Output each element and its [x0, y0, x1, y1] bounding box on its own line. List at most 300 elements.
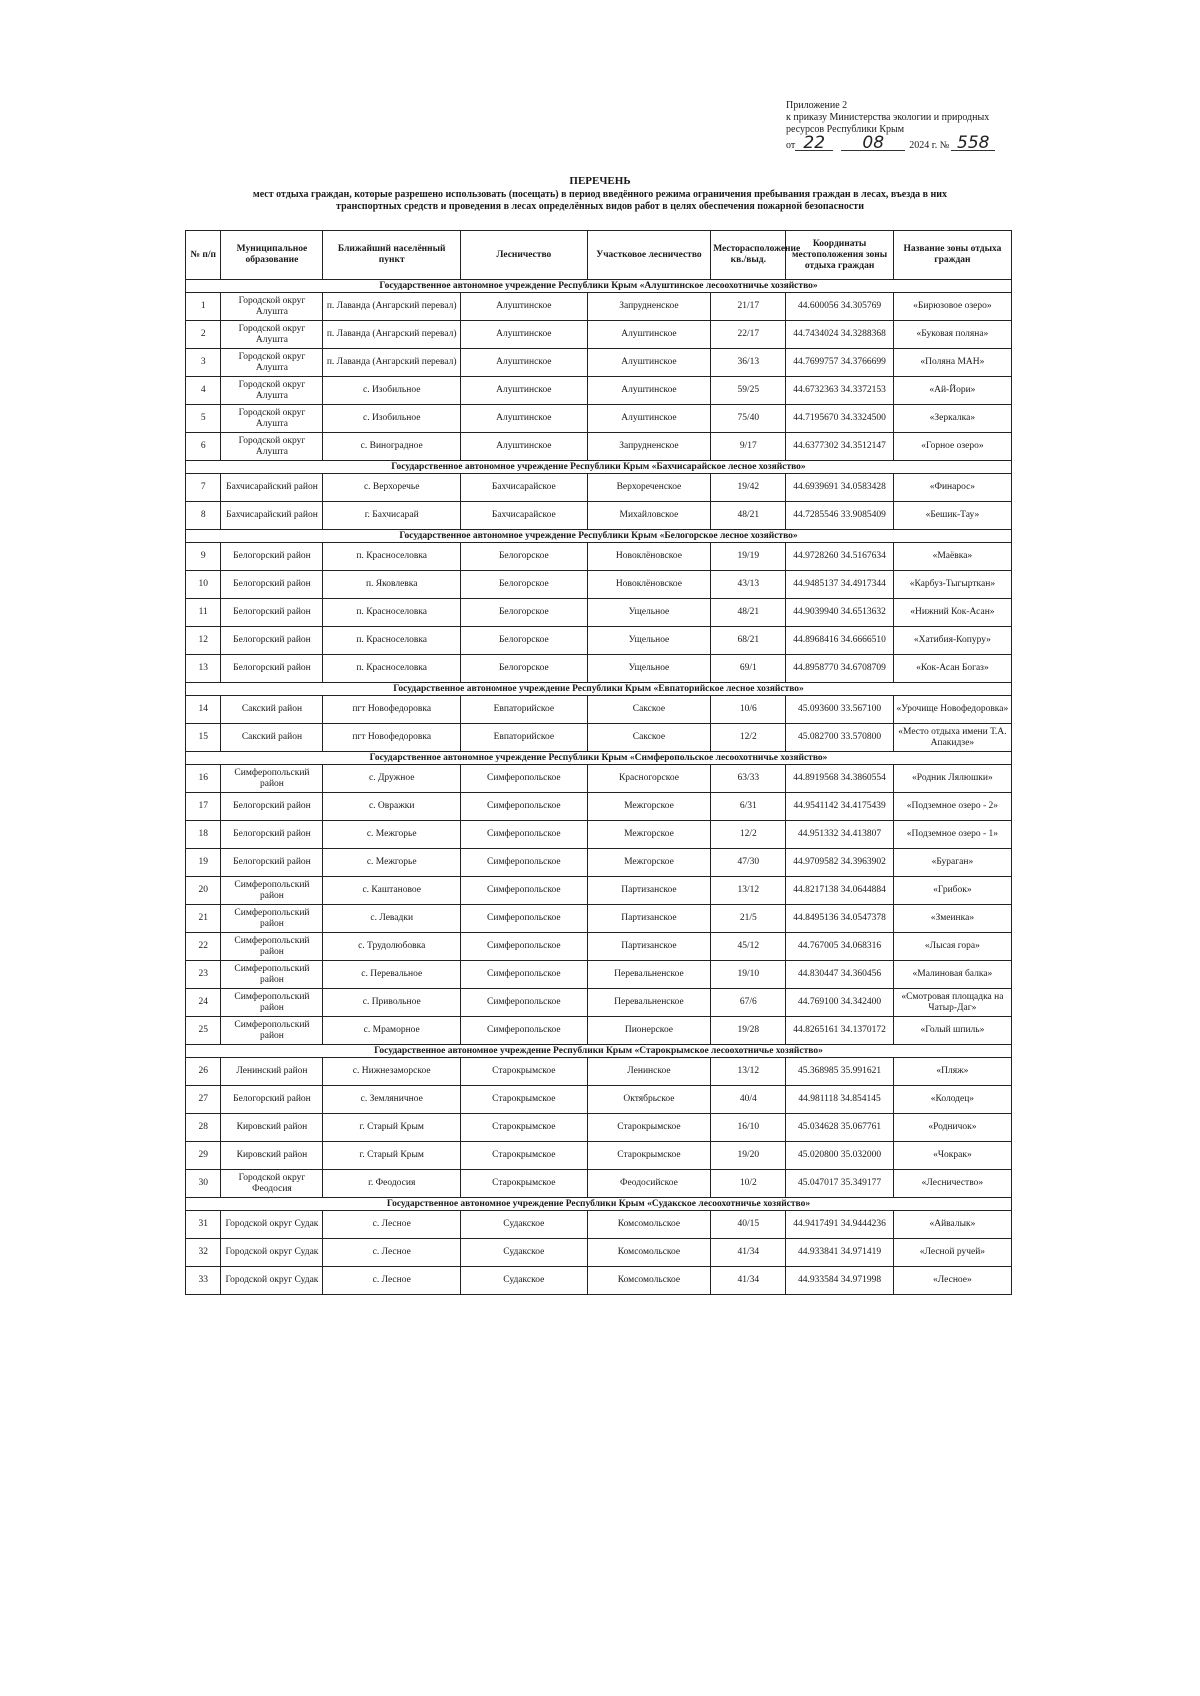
table-cell: 44.8217138 34.0644884	[786, 877, 893, 905]
year-number-label: 2024 г. №	[909, 140, 950, 151]
table-cell: 44.7699757 34.3766699	[786, 349, 893, 377]
column-header: Название зоны отдыха граждан	[893, 231, 1011, 280]
table-cell: 40/15	[711, 1211, 786, 1239]
table-cell: 44.769100 34.342400	[786, 989, 893, 1017]
table-cell: «Зеркалка»	[893, 405, 1011, 433]
table-cell: 23	[186, 961, 221, 989]
table-row	[186, 724, 1012, 752]
table-cell: Симферопольское	[460, 989, 587, 1017]
order-date-line	[786, 133, 1016, 153]
table-cell: 41/34	[711, 1267, 786, 1295]
table-row	[186, 1017, 1012, 1045]
table-cell: «Урочище Новофедоровка»	[893, 696, 1011, 724]
table-cell: 9/17	[711, 433, 786, 461]
table-cell: с. Овражки	[323, 793, 460, 821]
table-cell: 44.8265161 34.1370172	[786, 1017, 893, 1045]
table-cell: «Бирюзовое озеро»	[893, 293, 1011, 321]
table-cell: 24	[186, 989, 221, 1017]
table-cell: 19/20	[711, 1142, 786, 1170]
appendix-line-3: ресурсов Республики Крым	[786, 124, 905, 135]
table-cell: 41/34	[711, 1239, 786, 1267]
table-row	[186, 627, 1012, 655]
table-cell: Старокрымское	[460, 1170, 587, 1198]
table-cell: «Грибок»	[893, 877, 1011, 905]
column-header: Участковое лесничество	[587, 231, 711, 280]
table-cell: Белогорский район	[221, 543, 323, 571]
table-cell: Алуштинское	[587, 377, 711, 405]
column-header: № п/п	[186, 231, 221, 280]
table-cell: Новоклёновское	[587, 543, 711, 571]
table-cell: Перевальненское	[587, 989, 711, 1017]
table-cell: 6/31	[711, 793, 786, 821]
table-cell: с. Межгорье	[323, 821, 460, 849]
table-cell: Партизанское	[587, 877, 711, 905]
table-cell: с. Виноградное	[323, 433, 460, 461]
table-cell: 47/30	[711, 849, 786, 877]
table-cell: Сакское	[587, 724, 711, 752]
table-cell: Сакское	[587, 696, 711, 724]
organization-name: Государственное автономное учреждение Республики Крым «Судакское лесоохотничье хозяйство»	[186, 1198, 1012, 1211]
table-cell: Симферопольское	[460, 849, 587, 877]
table-cell: 44.8919568 34.3860554	[786, 765, 893, 793]
table-cell: 26	[186, 1058, 221, 1086]
organization-name: Государственное автономное учреждение Республики Крым «Евпаторийское лесное хозяйство»	[186, 683, 1012, 696]
table-cell: «Маёвка»	[893, 543, 1011, 571]
table-cell: Симферопольское	[460, 793, 587, 821]
table-cell: 40/4	[711, 1086, 786, 1114]
table-cell: Перевальненское	[587, 961, 711, 989]
table-row	[186, 1239, 1012, 1267]
table-row	[186, 377, 1012, 405]
column-header: Лесничество	[460, 231, 587, 280]
table-cell: 48/21	[711, 502, 786, 530]
table-cell: 10/6	[711, 696, 786, 724]
table-cell: Партизанское	[587, 933, 711, 961]
organization-name: Государственное автономное учреждение Республики Крым «Бахчисарайское лесное хозяйство»	[186, 461, 1012, 474]
table-row	[186, 793, 1012, 821]
table-cell: Симферопольское	[460, 877, 587, 905]
table-cell: Бахчисарайский район	[221, 502, 323, 530]
table-cell: Алуштинское	[460, 433, 587, 461]
table-row	[186, 696, 1012, 724]
table-cell: «Смотровая площадка на Чатыр-Даг»	[893, 989, 1011, 1017]
table-cell: 45.034628 35.067761	[786, 1114, 893, 1142]
table-cell: с. Дружное	[323, 765, 460, 793]
table-cell: Верхореченское	[587, 474, 711, 502]
table-row	[186, 905, 1012, 933]
table-cell: п. Лаванда (Ангарский перевал)	[323, 293, 460, 321]
table-cell: Сакский район	[221, 724, 323, 752]
table-cell: 12/2	[711, 821, 786, 849]
table-cell: Симферопольский район	[221, 765, 323, 793]
document-subtitle: мест отдыха граждан, которые разрешено использовать (посещать) в период введённого режима ограничения пребывания граждан в лесах, въезда в них транспортных средств и проведения в лесах определённых видов работ в целях обеспечения пожарной безопасности	[252, 189, 948, 212]
table-cell: «Голый шпиль»	[893, 1017, 1011, 1045]
table-cell: 45.082700 33.570800	[786, 724, 893, 752]
table-cell: 6	[186, 433, 221, 461]
table-cell: 13	[186, 655, 221, 683]
table-cell: 63/33	[711, 765, 786, 793]
table-cell: Городской округ Феодосия	[221, 1170, 323, 1198]
table-cell: Симферопольское	[460, 933, 587, 961]
table-cell: 5	[186, 405, 221, 433]
table-cell: 16/10	[711, 1114, 786, 1142]
table-cell: Симферопольский район	[221, 989, 323, 1017]
table-cell: 7	[186, 474, 221, 502]
table-cell: Городской округ Судак	[221, 1239, 323, 1267]
table-cell: 10	[186, 571, 221, 599]
table-row	[186, 849, 1012, 877]
table-cell: Ущельное	[587, 627, 711, 655]
table-cell: Белогорский район	[221, 627, 323, 655]
table-cell: Симферопольский район	[221, 1017, 323, 1045]
organization-row	[186, 461, 1012, 474]
table-cell: 2	[186, 321, 221, 349]
table-cell: Старокрымское	[460, 1086, 587, 1114]
table-body	[186, 280, 1012, 1295]
table-cell: Красногорское	[587, 765, 711, 793]
table-cell: Симферопольское	[460, 1017, 587, 1045]
handwritten-month: 08	[841, 136, 905, 151]
table-cell: 19/42	[711, 474, 786, 502]
table-cell: 44.933584 34.971998	[786, 1267, 893, 1295]
table-cell: 68/21	[711, 627, 786, 655]
table-cell: 15	[186, 724, 221, 752]
table-cell: Белогорское	[460, 543, 587, 571]
table-cell: пгт Новофедоровка	[323, 724, 460, 752]
table-cell: Белогорский район	[221, 1086, 323, 1114]
table-cell: Старокрымское	[587, 1114, 711, 1142]
table-row	[186, 599, 1012, 627]
table-cell: 1	[186, 293, 221, 321]
table-cell: Старокрымское	[460, 1114, 587, 1142]
table-cell: Алуштинское	[460, 349, 587, 377]
table-cell: 19/10	[711, 961, 786, 989]
table-cell: 4	[186, 377, 221, 405]
table-cell: 13/12	[711, 1058, 786, 1086]
table-cell: 44.9485137 34.4917344	[786, 571, 893, 599]
table-cell: Симферопольское	[460, 961, 587, 989]
table-cell: «Поляна МАН»	[893, 349, 1011, 377]
table-cell: Белогорский район	[221, 571, 323, 599]
appendix-header	[786, 100, 1016, 152]
table-cell: 33	[186, 1267, 221, 1295]
table-cell: 44.9709582 34.3963902	[786, 849, 893, 877]
table-cell: с. Изобильное	[323, 377, 460, 405]
table-cell: 32	[186, 1239, 221, 1267]
table-cell: 45.368985 35.991621	[786, 1058, 893, 1086]
table-cell: с. Перевальное	[323, 961, 460, 989]
table-cell: Межгорское	[587, 849, 711, 877]
organization-row	[186, 280, 1012, 293]
table-row	[186, 293, 1012, 321]
table-cell: с. Трудолюбовка	[323, 933, 460, 961]
table-cell: «Буковая поляна»	[893, 321, 1011, 349]
organization-name: Государственное автономное учреждение Республики Крым «Старокрымское лесоохотничье хозяйство»	[186, 1045, 1012, 1058]
table-cell: 45.093600 33.567100	[786, 696, 893, 724]
table-cell: «Финарос»	[893, 474, 1011, 502]
table-cell: Бахчисарайский район	[221, 474, 323, 502]
table-cell: 48/21	[711, 599, 786, 627]
table-cell: «Карбуз-Тыгырткан»	[893, 571, 1011, 599]
table-cell: Белогорское	[460, 599, 587, 627]
table-row	[186, 474, 1012, 502]
table-cell: Белогорский район	[221, 821, 323, 849]
table-cell: с. Мраморное	[323, 1017, 460, 1045]
table-cell: 69/1	[711, 655, 786, 683]
table-cell: Городской округ Алушта	[221, 349, 323, 377]
table-cell: Судакское	[460, 1211, 587, 1239]
table-row	[186, 961, 1012, 989]
table-cell: Партизанское	[587, 905, 711, 933]
from-prefix: от	[786, 140, 796, 151]
table-cell: Городской округ Алушта	[221, 321, 323, 349]
table-cell: Симферопольское	[460, 765, 587, 793]
table-cell: 44.9039940 34.6513632	[786, 599, 893, 627]
table-cell: «Малиновая балка»	[893, 961, 1011, 989]
table-cell: Ленинский район	[221, 1058, 323, 1086]
table-cell: Запрудненское	[587, 433, 711, 461]
table-cell: с. Лесное	[323, 1239, 460, 1267]
table-cell: Городской округ Алушта	[221, 293, 323, 321]
table-row	[186, 1142, 1012, 1170]
table-cell: п. Лаванда (Ангарский перевал)	[323, 349, 460, 377]
table-cell: 21/17	[711, 293, 786, 321]
table-cell: 36/13	[711, 349, 786, 377]
table-cell: п. Красноселовка	[323, 655, 460, 683]
table-cell: 8	[186, 502, 221, 530]
table-cell: 59/25	[711, 377, 786, 405]
table-cell: «Бураган»	[893, 849, 1011, 877]
table-cell: Белогорский район	[221, 793, 323, 821]
table-cell: г. Бахчисарай	[323, 502, 460, 530]
table-cell: Ленинское	[587, 1058, 711, 1086]
table-row	[186, 502, 1012, 530]
table-cell: Симферопольский район	[221, 905, 323, 933]
table-cell: Городской округ Алушта	[221, 405, 323, 433]
table-cell: 20	[186, 877, 221, 905]
organization-row	[186, 1198, 1012, 1211]
table-cell: с. Межгорье	[323, 849, 460, 877]
table-cell: п. Яковлевка	[323, 571, 460, 599]
table-row	[186, 1211, 1012, 1239]
table-cell: «Лысая гора»	[893, 933, 1011, 961]
organization-name: Государственное автономное учреждение Республики Крым «Симферопольское лесоохотничье хозяйство»	[186, 752, 1012, 765]
table-cell: «Колодец»	[893, 1086, 1011, 1114]
table-cell: 14	[186, 696, 221, 724]
table-cell: 45/12	[711, 933, 786, 961]
table-cell: 28	[186, 1114, 221, 1142]
table-cell: Городской округ Судак	[221, 1267, 323, 1295]
table-cell: Симферопольское	[460, 905, 587, 933]
table-cell: 44.8958770 34.6708709	[786, 655, 893, 683]
table-cell: 44.8495136 34.0547378	[786, 905, 893, 933]
table-cell: 29	[186, 1142, 221, 1170]
table-row	[186, 1267, 1012, 1295]
table-cell: г. Старый Крым	[323, 1142, 460, 1170]
table-cell: 25	[186, 1017, 221, 1045]
table-cell: Ущельное	[587, 655, 711, 683]
organization-row	[186, 1045, 1012, 1058]
table-cell: 43/13	[711, 571, 786, 599]
table-cell: 21/5	[711, 905, 786, 933]
table-cell: 44.6939691 34.0583428	[786, 474, 893, 502]
table-cell: с. Каштановое	[323, 877, 460, 905]
table-cell: с. Изобильное	[323, 405, 460, 433]
table-cell: «Лесной ручей»	[893, 1239, 1011, 1267]
table-row	[186, 1114, 1012, 1142]
table-cell: 3	[186, 349, 221, 377]
table-row	[186, 571, 1012, 599]
table-cell: Алуштинское	[460, 405, 587, 433]
table-cell: 75/40	[711, 405, 786, 433]
column-header: Месторасположение кв./выд.	[711, 231, 786, 280]
table-row	[186, 405, 1012, 433]
table-cell: Межгорское	[587, 793, 711, 821]
table-cell: 22	[186, 933, 221, 961]
table-cell: 21	[186, 905, 221, 933]
table-cell: 44.9541142 34.4175439	[786, 793, 893, 821]
table-cell: Белогорское	[460, 655, 587, 683]
table-cell: с. Левадки	[323, 905, 460, 933]
table-cell: п. Красноселовка	[323, 543, 460, 571]
organization-row	[186, 530, 1012, 543]
table-cell: «Горное озеро»	[893, 433, 1011, 461]
table-cell: Комсомольское	[587, 1239, 711, 1267]
table-cell: Феодосийское	[587, 1170, 711, 1198]
table-cell: пгт Новофедоровка	[323, 696, 460, 724]
table-cell: «Ай-Йори»	[893, 377, 1011, 405]
table-cell: 19/19	[711, 543, 786, 571]
table-cell: Межгорское	[587, 821, 711, 849]
table-header-row	[186, 231, 1012, 280]
table-cell: 9	[186, 543, 221, 571]
organization-row	[186, 752, 1012, 765]
table-cell: с. Лесное	[323, 1267, 460, 1295]
table-cell: Евпаторийское	[460, 696, 587, 724]
table-cell: с. Лесное	[323, 1211, 460, 1239]
table-cell: 44.6377302 34.3512147	[786, 433, 893, 461]
document-title: ПЕРЕЧЕНЬ	[569, 175, 631, 187]
table-row	[186, 1170, 1012, 1198]
table-cell: Алуштинское	[460, 377, 587, 405]
table-cell: п. Красноселовка	[323, 599, 460, 627]
table-cell: 44.7434024 34.3288368	[786, 321, 893, 349]
table-cell: Городской округ Судак	[221, 1211, 323, 1239]
table-cell: 44.951332 34.413807	[786, 821, 893, 849]
table-cell: 44.7195670 34.3324500	[786, 405, 893, 433]
table-cell: «Пляж»	[893, 1058, 1011, 1086]
table-cell: 44.767005 34.068316	[786, 933, 893, 961]
table-cell: 19/28	[711, 1017, 786, 1045]
table-cell: «Айвалык»	[893, 1211, 1011, 1239]
table-cell: Белогорское	[460, 627, 587, 655]
table-cell: Старокрымское	[460, 1142, 587, 1170]
table-row	[186, 1086, 1012, 1114]
organization-name: Государственное автономное учреждение Республики Крым «Белогорское лесное хозяйство»	[186, 530, 1012, 543]
table-cell: «Кок-Асан Богаз»	[893, 655, 1011, 683]
table-cell: «Подземное озеро - 1»	[893, 821, 1011, 849]
table-cell: Ущельное	[587, 599, 711, 627]
table-cell: «Место отдыха имени Т.А. Апакидзе»	[893, 724, 1011, 752]
table-cell: г. Старый Крым	[323, 1114, 460, 1142]
table-cell: 17	[186, 793, 221, 821]
table-cell: «Родник Лялюшки»	[893, 765, 1011, 793]
table-cell: 44.8968416 34.6666510	[786, 627, 893, 655]
table-cell: Алуштинское	[587, 349, 711, 377]
table-cell: 12	[186, 627, 221, 655]
table-row	[186, 655, 1012, 683]
table-cell: Михайловское	[587, 502, 711, 530]
table-cell: 44.981118 34.854145	[786, 1086, 893, 1114]
table-cell: с. Верхоречье	[323, 474, 460, 502]
table-cell: Белогорское	[460, 571, 587, 599]
table-cell: с. Нижнезаморское	[323, 1058, 460, 1086]
table-cell: Новоклёновское	[587, 571, 711, 599]
table-row	[186, 349, 1012, 377]
table-cell: Старокрымское	[587, 1142, 711, 1170]
table-cell: «Подземное озеро - 2»	[893, 793, 1011, 821]
table-cell: Симферопольское	[460, 821, 587, 849]
column-header: Муниципальное образование	[221, 231, 323, 280]
table-cell: 44.600056 34.305769	[786, 293, 893, 321]
table-cell: 12/2	[711, 724, 786, 752]
table-cell: «Родничок»	[893, 1114, 1011, 1142]
table-cell: Симферопольский район	[221, 877, 323, 905]
table-row	[186, 877, 1012, 905]
table-row	[186, 1058, 1012, 1086]
table-cell: Комсомольское	[587, 1211, 711, 1239]
table-cell: Бахчисарайское	[460, 474, 587, 502]
table-cell: 10/2	[711, 1170, 786, 1198]
table-cell: Симферопольский район	[221, 933, 323, 961]
column-header: Координаты местоположения зоны отдыха граждан	[786, 231, 893, 280]
table-cell: Запрудненское	[587, 293, 711, 321]
table-cell: 44.933841 34.971419	[786, 1239, 893, 1267]
table-cell: с. Земляничное	[323, 1086, 460, 1114]
handwritten-order-number: 558	[951, 136, 995, 151]
table-cell: Алуштинское	[587, 405, 711, 433]
table-cell: п. Красноселовка	[323, 627, 460, 655]
table-cell: 11	[186, 599, 221, 627]
table-cell: Судакское	[460, 1267, 587, 1295]
table-cell: Симферопольский район	[221, 961, 323, 989]
handwritten-day: 22	[795, 136, 833, 151]
table-cell: 18	[186, 821, 221, 849]
appendix-line-1: Приложение 2	[786, 100, 848, 111]
table-cell: 44.7285546 33.9085409	[786, 502, 893, 530]
table-cell: п. Лаванда (Ангарский перевал)	[323, 321, 460, 349]
table-cell: «Чокрак»	[893, 1142, 1011, 1170]
table-row	[186, 933, 1012, 961]
table-cell: 44.9417491 34.9444236	[786, 1211, 893, 1239]
table-cell: «Змеинка»	[893, 905, 1011, 933]
table-row	[186, 989, 1012, 1017]
table-cell: 30	[186, 1170, 221, 1198]
organization-row	[186, 683, 1012, 696]
table-row	[186, 321, 1012, 349]
table-cell: 19	[186, 849, 221, 877]
table-cell: Городской округ Алушта	[221, 377, 323, 405]
table-cell: г. Феодосия	[323, 1170, 460, 1198]
organization-name: Государственное автономное учреждение Республики Крым «Алуштинское лесоохотничье хозяйство»	[186, 280, 1012, 293]
table-cell: Кировский район	[221, 1114, 323, 1142]
table-cell: «Лесничество»	[893, 1170, 1011, 1198]
table-cell: Бахчисарайское	[460, 502, 587, 530]
table-cell: 13/12	[711, 877, 786, 905]
table-cell: Белогорский район	[221, 655, 323, 683]
table-cell: Белогорский район	[221, 599, 323, 627]
recreation-areas-table	[185, 230, 1012, 1295]
